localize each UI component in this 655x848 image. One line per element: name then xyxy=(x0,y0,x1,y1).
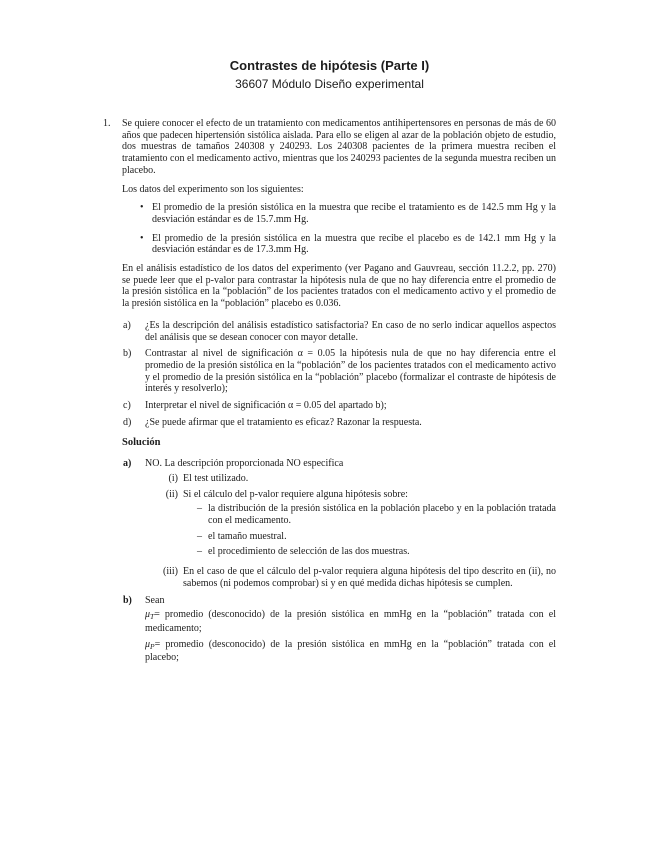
equals-sign: = xyxy=(154,638,161,650)
definition-mu-p-text: promedio (desconocido) de la presión sistólica en mmHg en la “población” tratada con el placebo; xyxy=(145,638,556,664)
question-c xyxy=(122,400,556,412)
question-b-label: b) xyxy=(123,348,132,360)
analysis-paragraph: En el análisis estadístico de los datos del experimento (ver Pagano and Gauvreau, sección 11.2.2, pp. 270) se puede leer que el p-valor para contrastar la hipótesis nula de que no hay diferencia entre el promedio de la presión sistólica en la “población” de los pacientes tratados con el medicamento activo y el promedio de la presión sistólica en la “población” placebo es 0.036. xyxy=(122,263,556,310)
roman-item-iii xyxy=(145,566,556,589)
solution-heading: Solución xyxy=(122,437,161,449)
roman-text-i: El test utilizado. xyxy=(183,472,249,484)
mu-t-symbol xyxy=(145,609,160,620)
equals-sign: = xyxy=(154,609,160,621)
solution-part-b xyxy=(122,595,556,665)
roman-body-ii xyxy=(183,489,556,563)
roman-item-ii xyxy=(145,489,556,563)
dash-item-selection xyxy=(183,546,556,558)
data-bullet-treatment xyxy=(122,202,556,225)
question-a xyxy=(122,320,556,343)
roman-label-ii: (ii) xyxy=(165,488,178,500)
dash-icon: – xyxy=(197,503,202,515)
definition-mu-p xyxy=(145,639,556,664)
bullet-icon: • xyxy=(140,232,144,244)
mu-glyph: μ xyxy=(145,609,151,621)
definition-mu-t-text: promedio (desconocido) de la presión sistólica en mmHg en la “población” tratada con el medicamento; xyxy=(145,609,556,634)
question-b xyxy=(122,348,556,395)
problem-number: 1. xyxy=(103,118,111,129)
bullet-text-treatment: El promedio de la presión sistólica en la muestra que recibe el tratamiento es de 142.5 mm Hg y la desviación estándar es de 15.7.mm Hg. xyxy=(152,202,556,225)
mu-p-subscript: P xyxy=(150,641,155,651)
solution-b-label: b) xyxy=(123,594,132,606)
dash-item-sample-size xyxy=(183,531,556,543)
question-d-text: ¿Se puede afirmar que el tratamiento es eficaz? Razonar la respuesta. xyxy=(145,416,422,428)
dash-text-sample-size: el tamaño muestral. xyxy=(208,530,287,542)
definition-mu-t xyxy=(145,609,556,634)
roman-label-iii: (iii) xyxy=(163,566,178,578)
solution-part-a xyxy=(122,458,556,589)
dash-text-distribution: la distribución de la presión sistólica en la población placebo y en la población tratada con el medicamento. xyxy=(208,503,556,526)
question-c-label: c) xyxy=(123,400,131,412)
data-intro-line: Los datos del experimento son los siguientes: xyxy=(122,183,304,195)
problem-1 xyxy=(103,118,556,669)
roman-text-iii: En el caso de que el cálculo del p-valor requiera alguna hipótesis del tipo descrito en (ii), no sabemos (ni podemos comprobar) si y en qué medida dichas hipótesis se cumplen. xyxy=(183,566,556,589)
problem-body xyxy=(122,118,556,669)
question-a-label: a) xyxy=(123,319,131,331)
document-subtitle: 36607 Módulo Diseño experimental xyxy=(235,77,424,91)
solution-a-intro: NO. La descripción proporcionada NO especifica xyxy=(145,458,344,470)
roman-item-i xyxy=(145,473,556,485)
dash-text-selection: el procedimiento de selección de las dos muestras. xyxy=(208,546,410,558)
dash-item-distribution xyxy=(183,503,556,526)
question-d xyxy=(122,417,556,429)
solution-a-label: a) xyxy=(123,458,132,470)
mu-p-symbol xyxy=(145,639,160,650)
dash-icon: – xyxy=(197,546,202,558)
solution-a-roman-list xyxy=(145,473,556,590)
solution-b-intro: Sean xyxy=(145,594,165,606)
bullet-icon: • xyxy=(140,202,144,214)
question-d-label: d) xyxy=(123,416,132,428)
question-a-text: ¿Es la descripción del análisis estadístico satisfactoria? En caso de no serlo indicar aquellos aspectos del análisis que se desean conocer con mayor detalle. xyxy=(145,319,556,343)
mu-t-subscript: T xyxy=(150,612,155,622)
problem-intro-paragraph: Se quiere conocer el efecto de un tratamiento con medicamentos antihipertensores en personas de más de 60 años que padecen hipertensión sistólica aislada. Para ello se eligen al azar de la población objeto de estudio, dos muestras de tamaños 240308 y 240293. Los 240308 pacientes de la primera muestra reciben el tratamiento con el medicamento activo, mientras que los 240293 pacientes de la segunda muestra reciben un placebo. xyxy=(122,118,556,176)
roman-text-ii: Si el cálculo del p-valor requiere alguna hipótesis sobre: xyxy=(183,488,408,500)
mu-glyph: μ xyxy=(145,638,151,650)
document-title: Contrastes de hipótesis (Parte I) xyxy=(229,58,430,73)
question-b-text: Contrastar al nivel de significación α = 0.05 la hipótesis nula de que no hay diferencia entre el promedio de la presión sistólica en la “población” de los pacientes tratados con el medicamento activo y el promedio de la presión sistólica en la “población” placebo (formalizar el contraste de hipótesis de interés y resolverlo); xyxy=(145,348,556,395)
title-block xyxy=(103,58,556,91)
document-content xyxy=(103,58,556,669)
hypothesis-dash-list xyxy=(183,503,556,558)
data-bullet-placebo xyxy=(122,233,556,256)
roman-label-i: (i) xyxy=(168,472,178,484)
question-list xyxy=(122,320,556,429)
question-c-text: Interpretar el nivel de significación α = 0.05 del apartado b); xyxy=(145,400,387,412)
dash-icon: – xyxy=(197,530,202,542)
bullet-text-placebo: El promedio de la presión sistólica en la muestra que recibe el placebo es de 142.1 mm Hg y la desviación estándar es de 17.3.mm Hg. xyxy=(152,232,556,256)
